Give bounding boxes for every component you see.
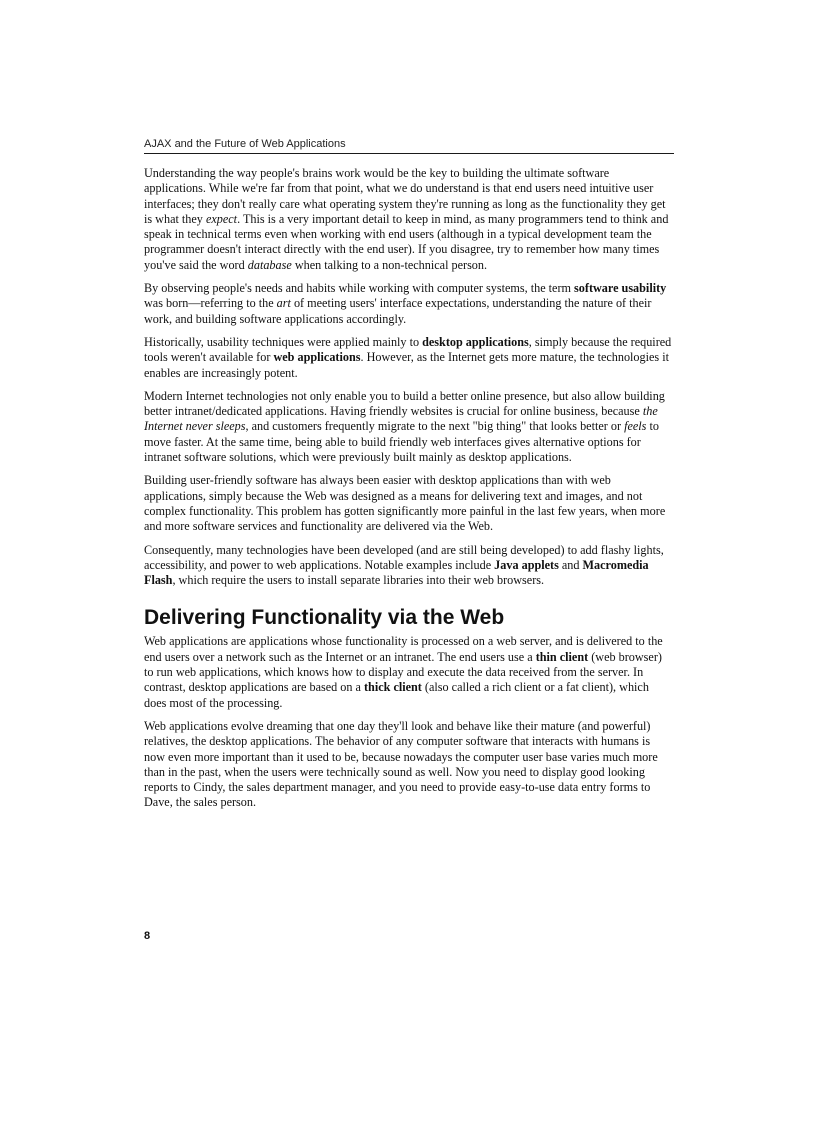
text-run: was born—referring to the: [144, 296, 277, 311]
paragraph: [144, 389, 674, 465]
text-run: Modern Internet technologies not only enable you to build a better online presence, but also allow building better intranet/dedicated applications. Having friendly websites is crucial for online business, because: [144, 388, 665, 419]
text-run: Historically, usability techniques were applied mainly to: [144, 334, 423, 349]
intro-section: [144, 166, 674, 588]
text-run: Web applications are applications whose functionality is processed on a web server, and is delivered to the end users over a network such as the Internet or an intranet. The end users use a: [144, 634, 663, 664]
text-run: to move faster. At the same time, being able to build friendly web interfaces gives alternative options for intranet software solutions, which were previously built mainly as desktop applications.: [144, 419, 659, 465]
text-run: Understanding the way people's brains work would be the key to building the ultimate software applications. While we're far from that point, what we do understand is that end users need intuitive user interfaces; they don't really care what operating system they're running as long as the functionality they get is what they: [144, 166, 666, 226]
text-run: . However, as the Internet gets more mature, the technologies it enables are increasingly potent.: [144, 350, 669, 380]
text-run: Building user-friendly software has always been easier with desktop applications than with web applications, simply because the Web was designed as a means for delivering text and images, and not complex functionality. This problem has gotten significantly more painful in the last few years, when more and more software services and functionality are delivered via the Web.: [144, 473, 666, 534]
bold-term: Java applets: [494, 557, 559, 572]
delivering-functionality-section: [144, 634, 674, 810]
page-body: [144, 138, 674, 819]
paragraph: [144, 166, 674, 273]
text-run: By observing people's needs and habits while working with computer systems, the term: [144, 281, 575, 296]
text-run: . This is a very important detail to keep in mind, as many programmers tend to think and speak in technical terms even when working with end users (although in a typical development team the programmer doesn't interact directly with the end user). If you disagree, try to remember how many times you've said the word: [144, 211, 669, 272]
section-heading: Delivering Functionality via the Web: [144, 606, 505, 630]
text-run: Consequently, many technologies have been developed (and are still being developed) to add flashy lights, accessibility, and power to web applications. Notable examples include: [144, 542, 664, 572]
page-number: 8: [144, 930, 151, 942]
paragraph: [144, 719, 674, 811]
text-run: of meeting users' interface expectations, understanding the nature of their work, and building software applications accordingly.: [144, 296, 652, 326]
text-run: , which require the users to install separate libraries into their web browsers.: [172, 573, 545, 588]
running-header: AJAX and the Future of Web Applications: [144, 138, 674, 154]
text-run: and: [558, 557, 583, 572]
italic-term: art: [276, 296, 291, 311]
text-run: Web applications evolve dreaming that one day they'll look and behave like their mature (and powerful) relatives, the desktop applications. The behavior of any computer software that interacts with humans is now even more important than it used to be, because nowadays the computer user base varies much more than in the past, when the users were technically sound as well. Now you need to display good looking reports to Cindy, the sales department manager, and you need to provide easy-to-use data entry forms to Dave, the sales person.: [144, 718, 658, 810]
paragraph: [144, 335, 674, 381]
bold-term: web applications: [273, 350, 361, 365]
bold-term: Macromedia Flash: [144, 557, 649, 588]
paragraph: [144, 281, 674, 327]
bold-term: desktop applications: [422, 334, 529, 349]
bold-term: software usability: [574, 281, 667, 296]
text-run: (also called a rich client or a fat client), which does most of the processing.: [144, 680, 649, 710]
paragraph: [144, 543, 674, 589]
text-run: , and customers frequently migrate to the next "big thing" that looks better or: [245, 419, 625, 434]
text-run: (web browser) to run web applications, which knows how to display and execute the data received from the server. In contrast, desktop applications are based on a: [144, 649, 662, 695]
paragraph: [144, 634, 674, 710]
italic-term: feels: [624, 419, 647, 434]
paragraph: [144, 473, 674, 534]
italic-term: expect: [205, 211, 238, 226]
bold-term: thick client: [363, 680, 422, 695]
italic-term: the Internet never sleeps: [144, 404, 658, 434]
bold-term: thin client: [535, 649, 589, 664]
text-run: , simply because the required tools weren't available for: [144, 334, 672, 365]
italic-term: database: [247, 257, 292, 272]
text-run: when talking to a non-technical person.: [291, 257, 488, 272]
